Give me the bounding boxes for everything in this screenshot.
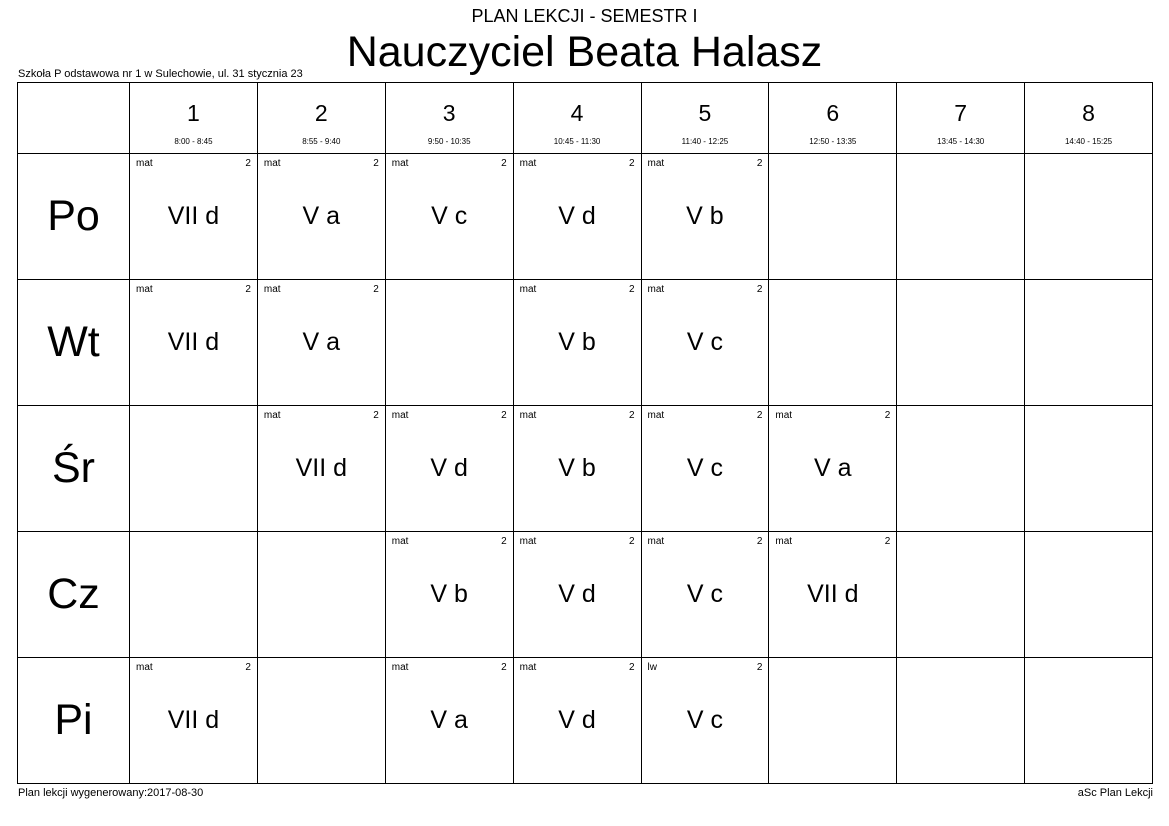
lesson-class: V b bbox=[558, 328, 596, 356]
empty-cell bbox=[897, 658, 1025, 784]
period-header-6 bbox=[769, 83, 897, 154]
lesson-count: 2 bbox=[501, 158, 507, 169]
empty-cell bbox=[130, 406, 258, 532]
teacher-title: Nauczyciel Beata Halasz bbox=[346, 28, 823, 76]
day-label: Śr bbox=[52, 444, 95, 492]
day-label: Pi bbox=[54, 696, 93, 744]
lesson-subject: mat bbox=[647, 410, 665, 421]
period-time: 8:00 - 8:45 bbox=[174, 137, 213, 146]
period-header-7 bbox=[897, 83, 1025, 154]
lesson-count: 2 bbox=[501, 662, 507, 673]
lesson-cell bbox=[641, 154, 769, 280]
lesson-subject: mat bbox=[775, 410, 793, 421]
lesson-cell bbox=[641, 406, 769, 532]
lesson-cell bbox=[385, 658, 513, 784]
lesson-count: 2 bbox=[756, 536, 763, 547]
period-number: 1 bbox=[187, 100, 200, 126]
lesson-class: V b bbox=[558, 454, 596, 482]
lesson-class: VII d bbox=[167, 202, 220, 230]
day-row bbox=[18, 406, 1153, 532]
lesson-count: 2 bbox=[245, 284, 251, 295]
lesson-subject: mat bbox=[519, 410, 537, 421]
lesson-cell bbox=[641, 280, 769, 406]
lesson-count: 2 bbox=[501, 536, 507, 547]
lesson-subject: mat bbox=[136, 284, 153, 295]
lesson-cell bbox=[641, 532, 769, 658]
period-header-2 bbox=[257, 83, 385, 154]
period-header-1 bbox=[130, 83, 258, 154]
day-label-cell bbox=[18, 280, 130, 406]
empty-cell bbox=[897, 154, 1025, 280]
day-row bbox=[18, 154, 1153, 280]
day-label-cell bbox=[18, 532, 130, 658]
day-label: Cz bbox=[47, 570, 100, 618]
period-header-8 bbox=[1025, 83, 1153, 154]
empty-cell bbox=[1025, 532, 1153, 658]
lesson-cell bbox=[513, 532, 641, 658]
lesson-class: V c bbox=[686, 706, 723, 734]
lesson-cell bbox=[769, 406, 897, 532]
period-time: 12:50 - 13:35 bbox=[809, 137, 857, 146]
lesson-subject: mat bbox=[263, 158, 281, 169]
period-time: 9:50 - 10:35 bbox=[427, 137, 471, 146]
lesson-cell bbox=[513, 406, 641, 532]
lesson-cell bbox=[257, 280, 385, 406]
period-number: 5 bbox=[698, 100, 712, 126]
day-label-cell bbox=[18, 658, 130, 784]
lesson-subject: mat bbox=[519, 536, 537, 547]
lesson-cell bbox=[257, 406, 385, 532]
lesson-subject: mat bbox=[647, 158, 665, 169]
lesson-count: 2 bbox=[756, 410, 763, 421]
period-number: 3 bbox=[442, 100, 456, 126]
lesson-count: 2 bbox=[628, 536, 635, 547]
period-header-4 bbox=[513, 83, 641, 154]
lesson-subject: mat bbox=[391, 158, 409, 169]
lesson-cell bbox=[130, 658, 258, 784]
software-credit: aSc Plan Lekcji bbox=[1077, 787, 1153, 799]
lesson-class: V a bbox=[814, 454, 852, 482]
empty-cell bbox=[897, 280, 1025, 406]
lesson-count: 2 bbox=[756, 158, 763, 169]
period-time: 10:45 - 11:30 bbox=[553, 137, 601, 146]
lesson-subject: mat bbox=[775, 536, 793, 547]
lesson-subject: lw bbox=[647, 662, 657, 673]
empty-cell bbox=[130, 532, 258, 658]
lesson-count: 2 bbox=[501, 410, 507, 421]
plan-subtitle: PLAN LEKCJI - SEMESTR I bbox=[471, 6, 698, 26]
lesson-subject: mat bbox=[647, 536, 665, 547]
lesson-class: V b bbox=[686, 202, 724, 230]
lesson-subject: mat bbox=[391, 662, 409, 673]
lesson-count: 2 bbox=[884, 536, 891, 547]
lesson-class: V d bbox=[558, 580, 596, 608]
period-number: 8 bbox=[1082, 100, 1095, 126]
empty-cell bbox=[769, 154, 897, 280]
lesson-subject: mat bbox=[519, 662, 537, 673]
lesson-count: 2 bbox=[373, 158, 379, 169]
empty-cell bbox=[1025, 280, 1153, 406]
lesson-class: V c bbox=[686, 454, 723, 482]
day-row bbox=[18, 658, 1153, 784]
lesson-class: VII d bbox=[167, 706, 220, 734]
lesson-subject: mat bbox=[647, 284, 665, 295]
day-row bbox=[18, 532, 1153, 658]
lesson-class: V c bbox=[686, 580, 723, 608]
lesson-count: 2 bbox=[756, 662, 763, 673]
day-row bbox=[18, 280, 1153, 406]
lesson-count: 2 bbox=[373, 284, 379, 295]
lesson-subject: mat bbox=[263, 410, 281, 421]
lesson-class: V d bbox=[430, 454, 468, 482]
lesson-class: V c bbox=[686, 328, 723, 356]
generated-date: Plan lekcji wygenerowany:2017-08-30 bbox=[18, 787, 204, 799]
lesson-class: V c bbox=[431, 202, 468, 230]
lesson-subject: mat bbox=[136, 662, 153, 673]
lesson-subject: mat bbox=[136, 158, 153, 169]
lesson-cell bbox=[257, 154, 385, 280]
lesson-count: 2 bbox=[245, 662, 251, 673]
lesson-cell bbox=[513, 154, 641, 280]
timetable-body bbox=[18, 83, 1153, 784]
empty-cell bbox=[769, 280, 897, 406]
lesson-cell bbox=[641, 658, 769, 784]
empty-cell bbox=[1025, 658, 1153, 784]
lesson-cell bbox=[130, 280, 258, 406]
lesson-count: 2 bbox=[756, 284, 763, 295]
period-time: 11:40 - 12:25 bbox=[681, 137, 729, 146]
lesson-class: V a bbox=[302, 328, 341, 356]
lesson-class: VII d bbox=[807, 580, 859, 608]
lesson-count: 2 bbox=[884, 410, 891, 421]
period-header-3 bbox=[385, 83, 513, 154]
empty-cell bbox=[1025, 406, 1153, 532]
lesson-subject: mat bbox=[519, 158, 537, 169]
empty-cell bbox=[897, 406, 1025, 532]
lesson-count: 2 bbox=[373, 410, 379, 421]
lesson-cell bbox=[513, 280, 641, 406]
lesson-cell bbox=[513, 658, 641, 784]
lesson-subject: mat bbox=[519, 284, 537, 295]
lesson-class: V a bbox=[302, 202, 341, 230]
timetable-grid bbox=[17, 82, 1153, 784]
period-header-5 bbox=[641, 83, 769, 154]
school-address: Szkoła P odstawowa nr 1 w Sulechowie, ul. 31 stycznia 23 bbox=[18, 68, 303, 80]
lesson-cell bbox=[769, 532, 897, 658]
empty-cell bbox=[257, 658, 385, 784]
period-time: 13:45 - 14:30 bbox=[937, 137, 985, 146]
period-number: 2 bbox=[314, 100, 328, 126]
lesson-class: V d bbox=[558, 706, 596, 734]
period-number: 4 bbox=[570, 100, 584, 126]
empty-cell bbox=[769, 658, 897, 784]
lesson-cell bbox=[385, 532, 513, 658]
lesson-count: 2 bbox=[628, 410, 635, 421]
lesson-cell bbox=[130, 154, 258, 280]
period-number: 7 bbox=[954, 100, 968, 126]
lesson-class: V d bbox=[558, 202, 596, 230]
corner-cell bbox=[18, 83, 130, 154]
period-time: 8:55 - 9:40 bbox=[302, 137, 341, 146]
day-label: Wt bbox=[47, 318, 100, 366]
day-label-cell bbox=[18, 154, 130, 280]
day-label-cell bbox=[18, 406, 130, 532]
day-label: Po bbox=[47, 192, 100, 240]
lesson-count: 2 bbox=[628, 158, 635, 169]
lesson-cell bbox=[385, 154, 513, 280]
period-time: 14:40 - 15:25 bbox=[1064, 137, 1113, 146]
empty-cell bbox=[897, 532, 1025, 658]
empty-cell bbox=[385, 280, 513, 406]
empty-cell bbox=[257, 532, 385, 658]
lesson-subject: mat bbox=[391, 410, 409, 421]
lesson-subject: mat bbox=[263, 284, 281, 295]
period-number: 6 bbox=[826, 100, 840, 126]
lesson-class: VII d bbox=[295, 454, 348, 482]
period-header-row bbox=[18, 83, 1153, 154]
lesson-class: V b bbox=[430, 580, 468, 608]
lesson-cell bbox=[385, 406, 513, 532]
lesson-class: V a bbox=[430, 706, 468, 734]
lesson-count: 2 bbox=[628, 662, 635, 673]
lesson-count: 2 bbox=[245, 158, 251, 169]
lesson-class: VII d bbox=[167, 328, 220, 356]
lesson-subject: mat bbox=[391, 536, 409, 547]
lesson-count: 2 bbox=[628, 284, 635, 295]
empty-cell bbox=[1025, 154, 1153, 280]
